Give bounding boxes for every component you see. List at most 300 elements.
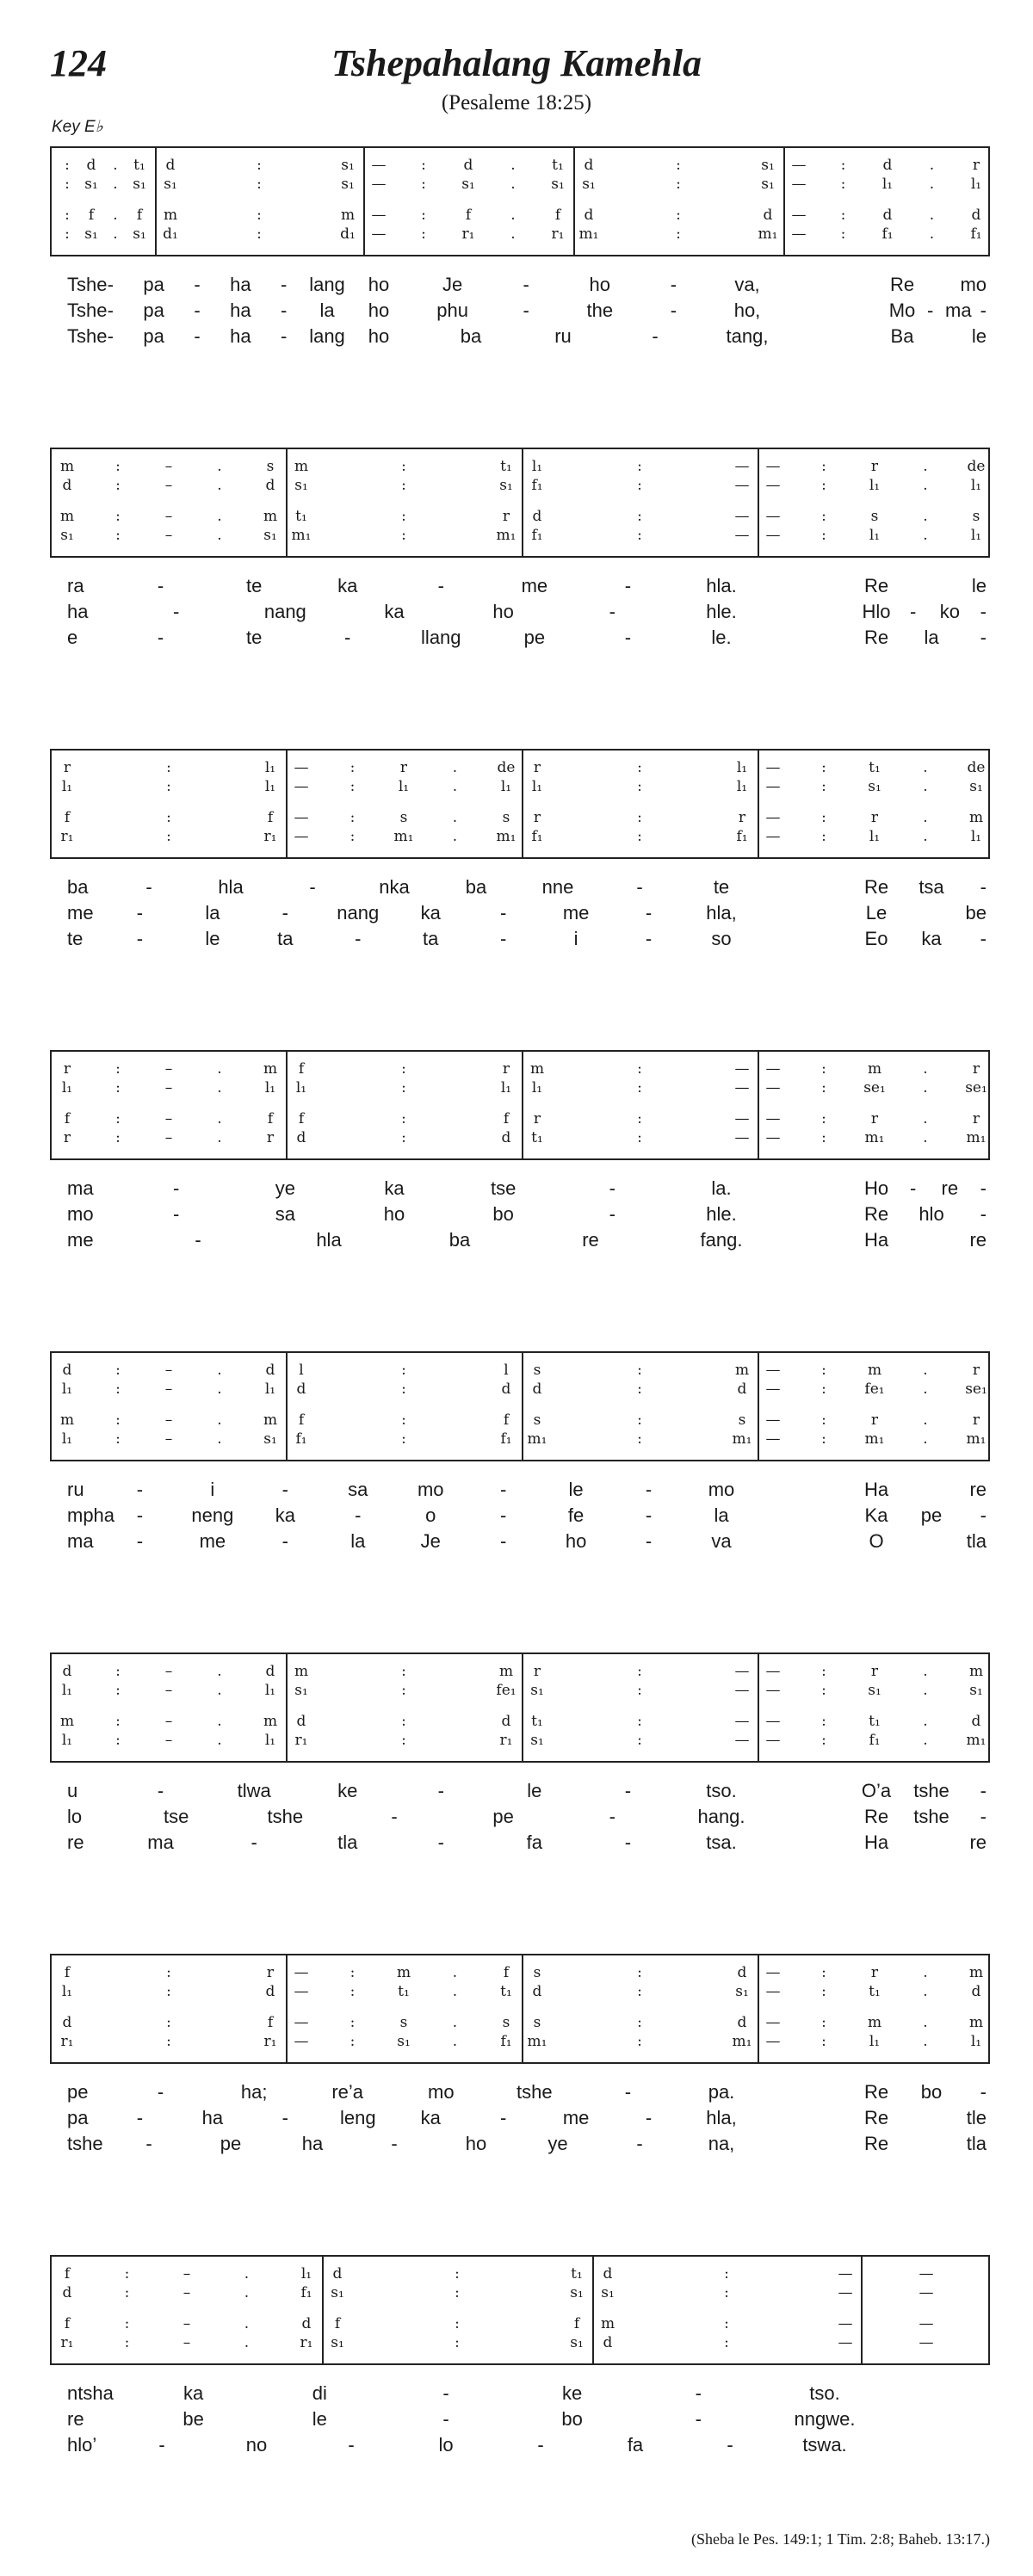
lyric-syllable: ke: [337, 1780, 358, 1801]
solfa-note: :: [821, 458, 826, 475]
solfa-note: l₁: [869, 2033, 881, 2050]
solfa-note: d: [86, 157, 96, 174]
lyric-syllable: ha;: [240, 2081, 268, 2103]
solfa-note: s: [533, 1412, 541, 1429]
solfa-note: f: [554, 207, 561, 224]
solfa-note: .: [923, 1060, 928, 1078]
lyric-syllable: di: [312, 2382, 327, 2404]
solfa-note: f₁: [869, 1732, 881, 1749]
lyric-syllable: -: [136, 2107, 144, 2128]
solfa-note: r: [738, 809, 746, 826]
lyric-syllable: -: [909, 601, 917, 622]
lyric-syllable: Re: [863, 1203, 889, 1225]
solfa-note: .: [923, 1412, 928, 1429]
lyric-syllable: Re: [863, 876, 889, 898]
solfa-note: f₁: [970, 225, 982, 243]
solfa-note: —: [734, 508, 750, 525]
solfa-note: —: [765, 1732, 781, 1749]
solfa-note: :: [821, 1412, 826, 1429]
solfa-note: s₁: [761, 176, 775, 193]
solfa-note: :: [115, 1663, 121, 1680]
solfa-note: .: [923, 477, 928, 494]
solfa-note: .: [510, 207, 516, 224]
solfa-note: s₁: [133, 225, 146, 243]
solfa-note: .: [923, 1079, 928, 1096]
solfa-note: .: [217, 1682, 222, 1699]
solfa-note: :: [840, 207, 846, 224]
solfa-note: .: [452, 809, 458, 826]
solfa-note: s₁: [461, 176, 475, 193]
solfa-note: m: [734, 1362, 750, 1379]
lyric-syllable: tshe: [516, 2081, 553, 2103]
lyric-line: [50, 2408, 990, 2432]
lyric-syllable: me: [562, 2107, 590, 2128]
lyric-syllable: ho: [465, 2133, 487, 2154]
solfa-note: :: [349, 2033, 356, 2050]
solfa-note: :: [637, 527, 642, 544]
solfa-note: d: [532, 1983, 542, 2000]
lyric-syllable: -: [442, 2408, 449, 2430]
lyric-syllable: -: [695, 2382, 702, 2404]
lyric-syllable: -: [391, 2133, 398, 2154]
solfa-note: :: [401, 1412, 406, 1429]
solfa-note: :: [401, 1430, 406, 1448]
lyric-syllable: -: [980, 300, 987, 321]
solfa-note: —: [734, 1079, 750, 1096]
solfa-note: :: [637, 828, 642, 845]
solfa-note: m₁: [758, 225, 778, 243]
solfa-note: s₁: [133, 176, 146, 193]
solfa-note: —: [765, 828, 781, 845]
staff-box: [50, 146, 990, 256]
lyric-syllable: ho: [368, 300, 390, 321]
solfa-note: m₁: [732, 1430, 752, 1448]
solfa-note: .: [452, 828, 458, 845]
solfa-note: —: [791, 176, 807, 193]
lyric-syllable: bo: [561, 2408, 583, 2430]
solfa-note: –: [164, 1663, 173, 1680]
lyric-syllable: -: [670, 274, 677, 295]
lyric-syllable: Ho: [863, 1177, 889, 1199]
solfa-note: .: [217, 1079, 222, 1096]
lyric-syllable: -: [280, 274, 288, 295]
lyric-syllable: ta: [423, 928, 439, 949]
lyric-syllable: -: [645, 902, 653, 924]
solfa-note: –: [164, 508, 173, 525]
solfa-note: r₁: [263, 2033, 277, 2050]
solfa-note: l₁: [531, 458, 543, 475]
solfa-note: :: [637, 1381, 642, 1398]
solfa-note: :: [821, 508, 826, 525]
solfa-note: l₁: [295, 1079, 307, 1096]
solfa-note: .: [923, 1430, 928, 1448]
solfa-note: .: [510, 225, 516, 243]
lyric-syllable: Ba: [890, 325, 914, 347]
solfa-note: d: [532, 508, 542, 525]
lyric-line: [50, 1780, 990, 1804]
staff-box: [50, 1954, 990, 2064]
solfa-note: r: [502, 1060, 510, 1078]
solfa-note: –: [164, 1682, 173, 1699]
music-system: [50, 146, 990, 351]
solfa-note: m₁: [393, 828, 414, 845]
lyric-syllable: nang: [263, 601, 306, 622]
solfa-note: —: [765, 477, 781, 494]
solfa-note: l₁: [736, 778, 748, 795]
lyric-syllable: hang.: [697, 1806, 745, 1827]
solfa-note: :: [455, 2315, 460, 2332]
lyric-syllable: ye: [547, 2133, 568, 2154]
lyric-syllable: pa.: [708, 2081, 735, 2103]
solfa-note: .: [244, 2315, 250, 2332]
solfa-note: d: [265, 477, 275, 494]
lyric-syllable: tso.: [706, 1780, 737, 1801]
solfa-note: :: [166, 2033, 171, 2050]
lyric-syllable: Ha: [863, 1479, 889, 1500]
lyric-syllable: -: [309, 876, 316, 898]
lyric-syllable: ho,: [733, 300, 761, 321]
solfa-note: :: [349, 778, 356, 795]
lyric-syllable: tsa.: [706, 1832, 737, 1853]
solfa-note: r: [972, 1412, 980, 1429]
solfa-note: f₁: [500, 1430, 512, 1448]
voice-row: [52, 1663, 992, 1680]
solfa-note: m: [59, 458, 75, 475]
solfa-note: :: [401, 1110, 406, 1127]
solfa-note: m: [396, 1964, 411, 1981]
lyric-syllable: ho: [565, 1530, 587, 1552]
solfa-note: r: [972, 1110, 980, 1127]
solfa-note: f₁: [531, 828, 543, 845]
solfa-note: r: [533, 809, 541, 826]
solfa-note: s: [972, 508, 980, 525]
solfa-note: s: [266, 458, 275, 475]
staff-box: [50, 749, 990, 859]
solfa-note: d: [971, 1983, 981, 2000]
lyric-syllable: hle.: [706, 1203, 737, 1225]
solfa-note: :: [637, 477, 642, 494]
solfa-note: r₁: [294, 1732, 308, 1749]
solfa-note: :: [637, 2033, 642, 2050]
lyrics-block: [50, 1177, 990, 1255]
solfa-note: t₁: [398, 1983, 410, 2000]
solfa-note: l₁: [970, 828, 982, 845]
solfa-note: :: [65, 207, 70, 224]
solfa-note: :: [821, 1732, 826, 1749]
lyric-syllable: le: [568, 1479, 584, 1500]
solfa-note: :: [349, 828, 356, 845]
lyric-line: [50, 1530, 990, 1554]
solfa-note: —: [765, 1682, 781, 1699]
lyric-syllable: tla: [337, 1832, 358, 1853]
solfa-note: f: [298, 1060, 305, 1078]
solfa-note: .: [923, 759, 928, 776]
solfa-note: —: [838, 2334, 853, 2351]
solfa-note: :: [166, 2014, 171, 2031]
solfa-note: m: [263, 1412, 278, 1429]
solfa-note: :: [257, 225, 262, 243]
lyric-syllable: te: [67, 928, 84, 949]
solfa-note: d: [971, 207, 981, 224]
solfa-note: s₁: [570, 2284, 584, 2301]
solfa-note: r: [972, 1362, 980, 1379]
solfa-note: m₁: [966, 1732, 987, 1749]
lyric-syllable: ho: [589, 274, 611, 295]
lyric-syllable: tle: [966, 2107, 987, 2128]
solfa-note: —: [765, 1983, 781, 2000]
solfa-note: :: [821, 1381, 826, 1398]
solfa-note: :: [637, 1732, 642, 1749]
music-system: [50, 2255, 990, 2460]
solfa-note: d: [62, 1362, 72, 1379]
lyric-line: [50, 876, 990, 900]
lyric-syllable: -: [645, 2107, 653, 2128]
solfa-note: r₁: [263, 828, 277, 845]
solfa-note: .: [923, 1663, 928, 1680]
lyric-syllable: le: [205, 928, 220, 949]
lyric-syllable: -: [636, 876, 643, 898]
lyric-syllable: nka: [379, 876, 410, 898]
lyric-syllable: -: [645, 1530, 653, 1552]
solfa-note: d: [62, 1663, 72, 1680]
voice-row: [52, 1110, 992, 1127]
solfa-note: r₁: [461, 225, 475, 243]
lyric-line: [50, 1832, 990, 1856]
solfa-note: :: [115, 1412, 121, 1429]
solfa-note: :: [115, 1713, 121, 1730]
lyric-syllable: so: [711, 928, 732, 949]
solfa-note: m: [263, 508, 278, 525]
solfa-note: s: [502, 2014, 510, 2031]
solfa-note: :: [401, 458, 406, 475]
solfa-note: –: [164, 1129, 173, 1146]
lyric-syllable: Re: [863, 2133, 889, 2154]
lyric-syllable: -: [980, 1203, 987, 1225]
lyric-syllable: -: [926, 300, 934, 321]
lyric-syllable: tshe: [267, 1806, 304, 1827]
lyric-syllable: lo: [67, 1806, 83, 1827]
voice-row: [52, 1732, 992, 1749]
solfa-note: —: [371, 225, 387, 243]
solfa-note: s₁: [341, 157, 355, 174]
solfa-note: s₁: [331, 2334, 344, 2351]
staff-box: [50, 1652, 990, 1763]
lyric-syllable: le: [971, 575, 987, 596]
solfa-note: s₁: [84, 176, 98, 193]
solfa-note: –: [164, 458, 173, 475]
lyric-syllable: -: [172, 1177, 180, 1199]
lyric-syllable: Re: [863, 627, 889, 648]
lyric-syllable: lo: [438, 2434, 454, 2456]
lyric-syllable: hlo: [919, 1203, 944, 1225]
solfa-note: s₁: [969, 778, 983, 795]
solfa-note: —: [734, 1682, 750, 1699]
lyric-syllable: o: [425, 1504, 436, 1526]
solfa-note: :: [401, 1060, 406, 1078]
lyric-syllable: pe: [67, 2081, 89, 2103]
lyric-syllable: e: [67, 627, 78, 648]
lyric-syllable: O’a: [861, 1780, 892, 1801]
lyric-syllable: sa: [275, 1203, 295, 1225]
lyrics-block: [50, 575, 990, 652]
lyric-syllable: -: [348, 2434, 355, 2456]
lyric-syllable: -: [624, 575, 632, 596]
lyric-syllable: hlo’: [67, 2434, 97, 2456]
solfa-note: :: [115, 1430, 121, 1448]
lyric-syllable: ru: [554, 325, 572, 347]
solfa-note: :: [821, 828, 826, 845]
solfa-note: :: [637, 1663, 642, 1680]
voice-row: [52, 458, 992, 475]
lyric-syllable: tse: [490, 1177, 516, 1199]
solfa-note: :: [401, 477, 406, 494]
solfa-note: r: [266, 1129, 275, 1146]
lyric-syllable: ha: [230, 300, 251, 321]
solfa-note: .: [452, 2033, 458, 2050]
lyric-syllable: be: [182, 2408, 204, 2430]
lyric-syllable: ha: [230, 274, 251, 295]
solfa-note: t₁: [552, 157, 564, 174]
lyric-syllable: ka: [420, 902, 441, 924]
solfa-note: l₁: [500, 1079, 512, 1096]
lyric-syllable: ha: [230, 325, 251, 347]
lyric-syllable: mo: [960, 274, 987, 295]
solfa-note: d: [62, 477, 72, 494]
solfa-note: d: [165, 157, 176, 174]
solfa-note: :: [821, 1713, 826, 1730]
solfa-note: d: [296, 1713, 306, 1730]
solfa-note: l₁: [869, 828, 881, 845]
lyric-syllable: -: [157, 2081, 164, 2103]
lyric-syllable: mo: [417, 1479, 444, 1500]
solfa-note: r: [870, 1964, 879, 1981]
lyric-syllable: -: [251, 1832, 257, 1853]
lyric-syllable: -: [172, 1203, 180, 1225]
solfa-note: —: [765, 458, 781, 475]
solfa-note: r₁: [60, 2033, 74, 2050]
music-system: [50, 1351, 990, 1556]
solfa-note: r: [266, 1964, 275, 1981]
solfa-note: .: [929, 225, 935, 243]
lyric-syllable: -: [280, 300, 288, 321]
solfa-note: m: [294, 1663, 309, 1680]
solfa-note: —: [765, 1412, 781, 1429]
solfa-note: d: [737, 2014, 747, 2031]
voice-row: [52, 1362, 992, 1379]
solfa-note: —: [765, 2033, 781, 2050]
solfa-note: —: [734, 1129, 750, 1146]
solfa-note: r: [870, 1663, 879, 1680]
solfa-note: s: [738, 1412, 746, 1429]
lyric-syllable: -: [145, 2133, 152, 2154]
solfa-note: –: [164, 527, 173, 544]
lyric-syllable: la: [924, 627, 939, 648]
solfa-note: l₁: [881, 176, 894, 193]
solfa-note: :: [349, 2014, 356, 2031]
lyric-syllable: Tshe: [67, 325, 108, 347]
solfa-note: :: [637, 1079, 642, 1096]
solfa-note: :: [124, 2334, 130, 2351]
solfa-note: :: [115, 1682, 121, 1699]
lyric-line: [50, 2382, 990, 2406]
solfa-note: .: [923, 1983, 928, 2000]
lyric-line: [50, 2133, 990, 2157]
solfa-note: d: [532, 1381, 542, 1398]
solfa-note: l₁: [61, 778, 73, 795]
solfa-note: .: [923, 828, 928, 845]
lyric-syllable: nang: [337, 902, 380, 924]
voice-row: [52, 1412, 992, 1429]
solfa-note: .: [217, 1713, 222, 1730]
solfa-note: :: [637, 1682, 642, 1699]
solfa-note: –: [164, 477, 173, 494]
solfa-note: :: [401, 1381, 406, 1398]
lyrics-block: [50, 1479, 990, 1556]
voice-row: [52, 1964, 992, 1981]
lyric-syllable: ma: [945, 300, 972, 321]
lyric-syllable: -: [136, 1479, 144, 1500]
solfa-note: .: [923, 778, 928, 795]
solfa-note: .: [923, 1682, 928, 1699]
solfa-note: f: [573, 2315, 580, 2332]
lyric-syllable: -: [609, 1806, 615, 1827]
solfa-note: :: [724, 2315, 729, 2332]
voice-row: [52, 1713, 992, 1730]
solfa-note: :: [166, 1983, 171, 2000]
solfa-note: .: [452, 778, 458, 795]
solfa-note: –: [164, 1412, 173, 1429]
solfa-note: f₁: [736, 828, 748, 845]
solfa-note: f: [136, 207, 143, 224]
solfa-note: .: [217, 508, 222, 525]
lyric-syllable: ka: [921, 928, 942, 949]
solfa-note: m₁: [966, 1430, 987, 1448]
solfa-note: d: [763, 207, 773, 224]
lyric-syllable: be: [965, 902, 987, 924]
lyric-syllable: tlwa: [237, 1780, 271, 1801]
lyric-line: [50, 1229, 990, 1253]
solfa-note: d: [265, 1663, 275, 1680]
solfa-note: :: [637, 809, 642, 826]
solfa-note: —: [765, 809, 781, 826]
lyric-syllable: Re: [863, 575, 889, 596]
solfa-note: :: [65, 157, 70, 174]
lyric-syllable: bo: [492, 1203, 514, 1225]
solfa-note: —: [765, 1663, 781, 1680]
solfa-note: :: [821, 1110, 826, 1127]
lyric-line: [50, 2434, 990, 2458]
solfa-note: :: [821, 477, 826, 494]
solfa-note: —: [294, 778, 309, 795]
solfa-note: :: [821, 1430, 826, 1448]
lyric-syllable: hla,: [706, 2107, 737, 2128]
lyric-syllable: re: [582, 1229, 599, 1251]
solfa-note: :: [637, 1713, 642, 1730]
solfa-note: d: [62, 2284, 72, 2301]
solfa-note: :: [455, 2334, 460, 2351]
solfa-note: f₁: [531, 527, 543, 544]
solfa-note: :: [821, 1079, 826, 1096]
solfa-note: :: [637, 2014, 642, 2031]
lyric-syllable: mo: [428, 2081, 455, 2103]
lyric-syllable: -: [499, 1479, 507, 1500]
lyric-syllable: ha: [201, 2107, 224, 2128]
lyric-line: [50, 902, 990, 926]
solfa-note: .: [923, 2033, 928, 2050]
solfa-note: :: [455, 2265, 460, 2283]
solfa-note: t₁: [869, 759, 881, 776]
solfa-note: .: [452, 1983, 458, 2000]
